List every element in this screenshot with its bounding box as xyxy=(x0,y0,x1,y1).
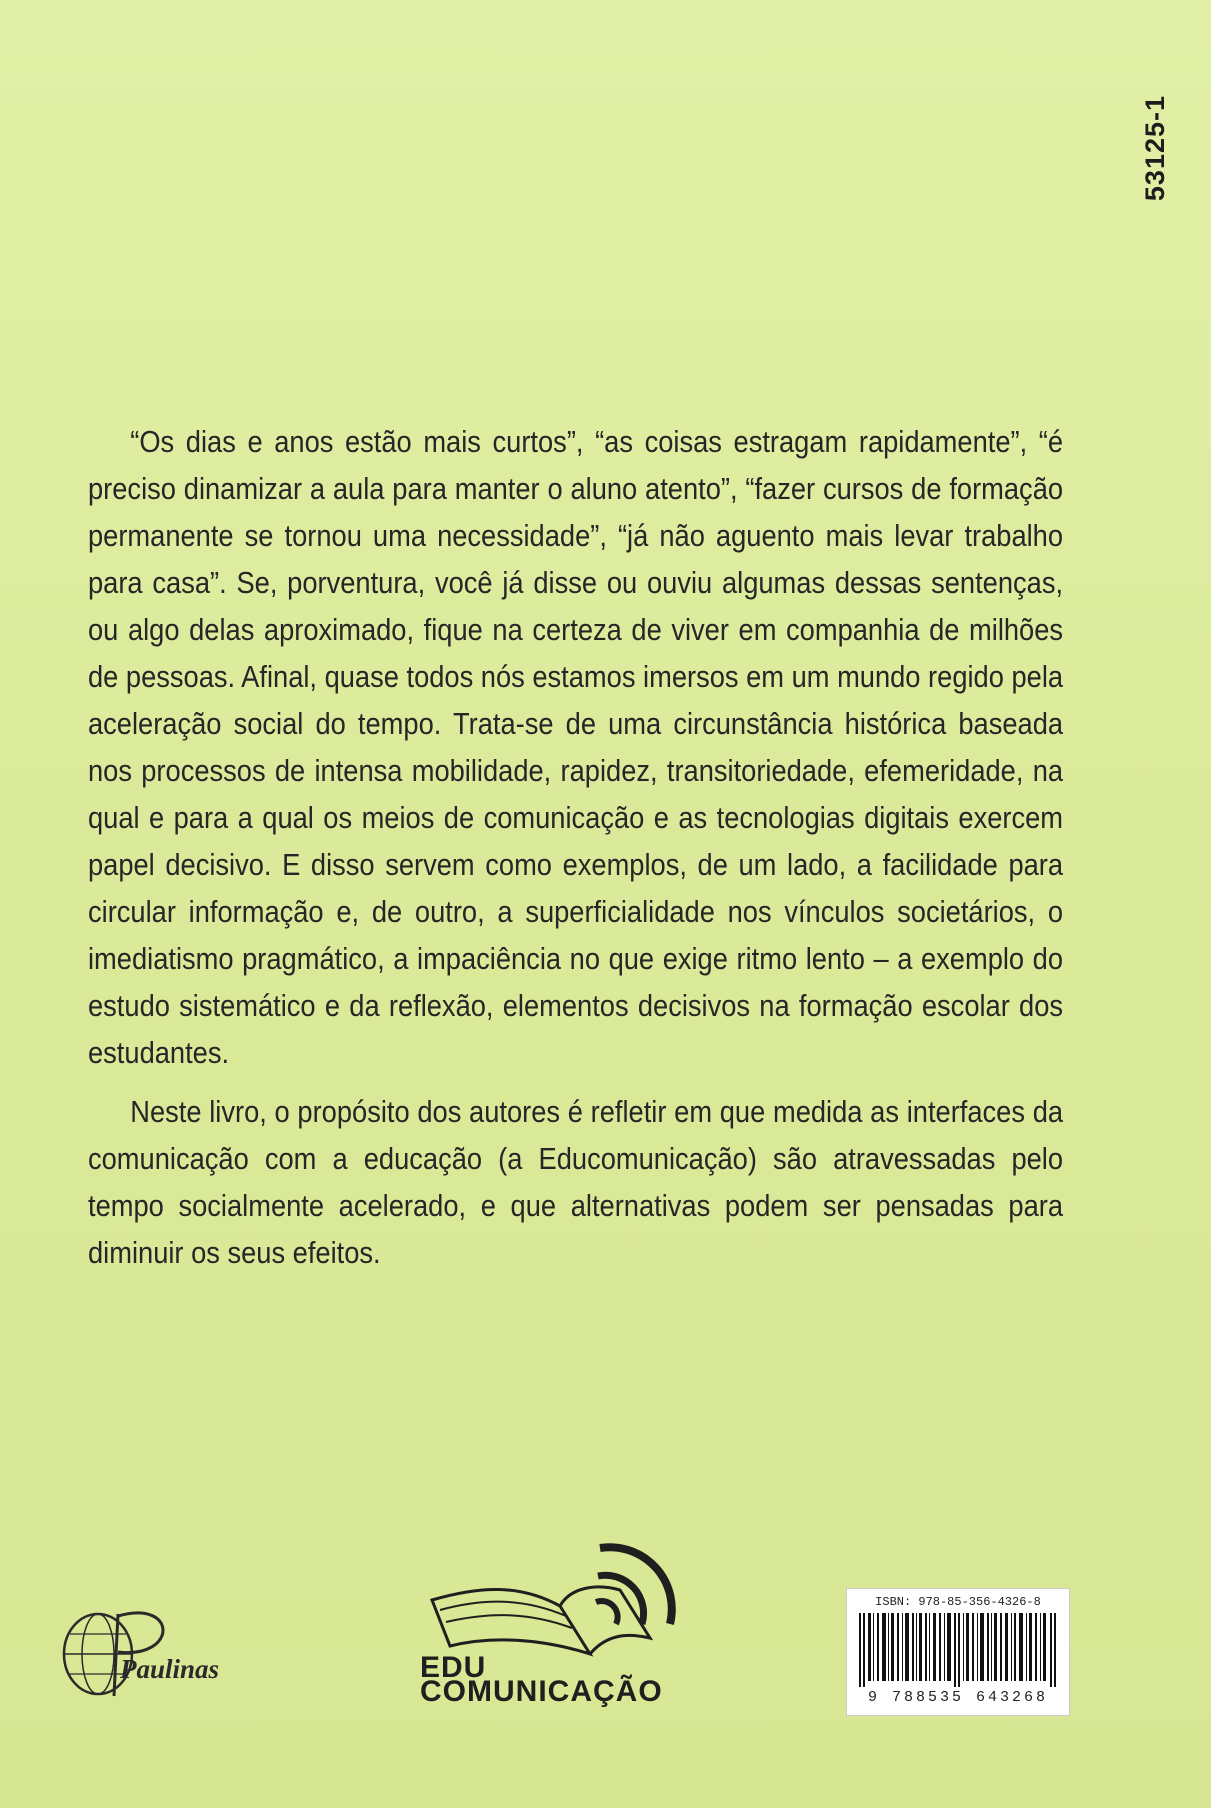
barcode-icon xyxy=(857,1613,1059,1687)
spine-code: 53125-1 xyxy=(1140,95,1170,202)
publisher-name: Paulinas xyxy=(120,1654,220,1684)
blurb-text xyxy=(88,418,1063,1276)
paulinas-logo xyxy=(58,1604,238,1704)
open-book-signal-icon xyxy=(420,1528,700,1658)
blurb-paragraph-1: “Os dias e anos estão mais curtos”, “as coisas estragam rapidamente”, “é preciso dinamizar a aula para manter o aluno atento”, “fazer cursos de formação permanente se tornou uma necessidade”, “já não aguento mais levar trabalho para casa”. Se, porventura, você já disse ou ouviu algumas dessas sentenças, ou algo delas aproximado, fique na certeza de viver em companhia de milhões de pessoas. Afinal, quase todos nós estamos imersos em um mundo regido pela aceleração social do tempo. Trata-se de uma circunstância histórica baseada nos processos de intensa mobilidade, rapidez, transitoriedade, efemeridade, na qual e para a qual os meios de comunicação e as tecnologias digitais exercem papel decisivo. E disso servem como exemplos, de um lado, a facilidade para circular informação e, de outro, a superficialidade nos vínculos societários, o imediatismo pragmático, a impaciência no que exige ritmo lento – a exemplo do estudo sistemático e da reflexão, elementos decisivos na formação escolar dos estudantes. xyxy=(88,424,1064,1070)
barcode-digits: 9 788535 643268 xyxy=(867,1689,1049,1706)
series-name xyxy=(420,1651,663,1708)
series-name-line2: COMUNICAÇÃO xyxy=(420,1675,663,1708)
educomunicacao-logo xyxy=(420,1528,700,1708)
isbn-text: ISBN: 978-85-356-4326-8 xyxy=(875,1595,1041,1609)
blurb-paragraph-2: Neste livro, o propósito dos autores é refletir em que medida as interfaces da comunicação com a educação (a Educomunicação) são atravessadas pelo tempo socialmente acelerado, e que alternativas podem ser pensadas para diminuir os seus efeitos. xyxy=(88,1094,1064,1270)
barcode-label xyxy=(846,1588,1070,1716)
series-name-line1: EDU xyxy=(420,1651,487,1684)
